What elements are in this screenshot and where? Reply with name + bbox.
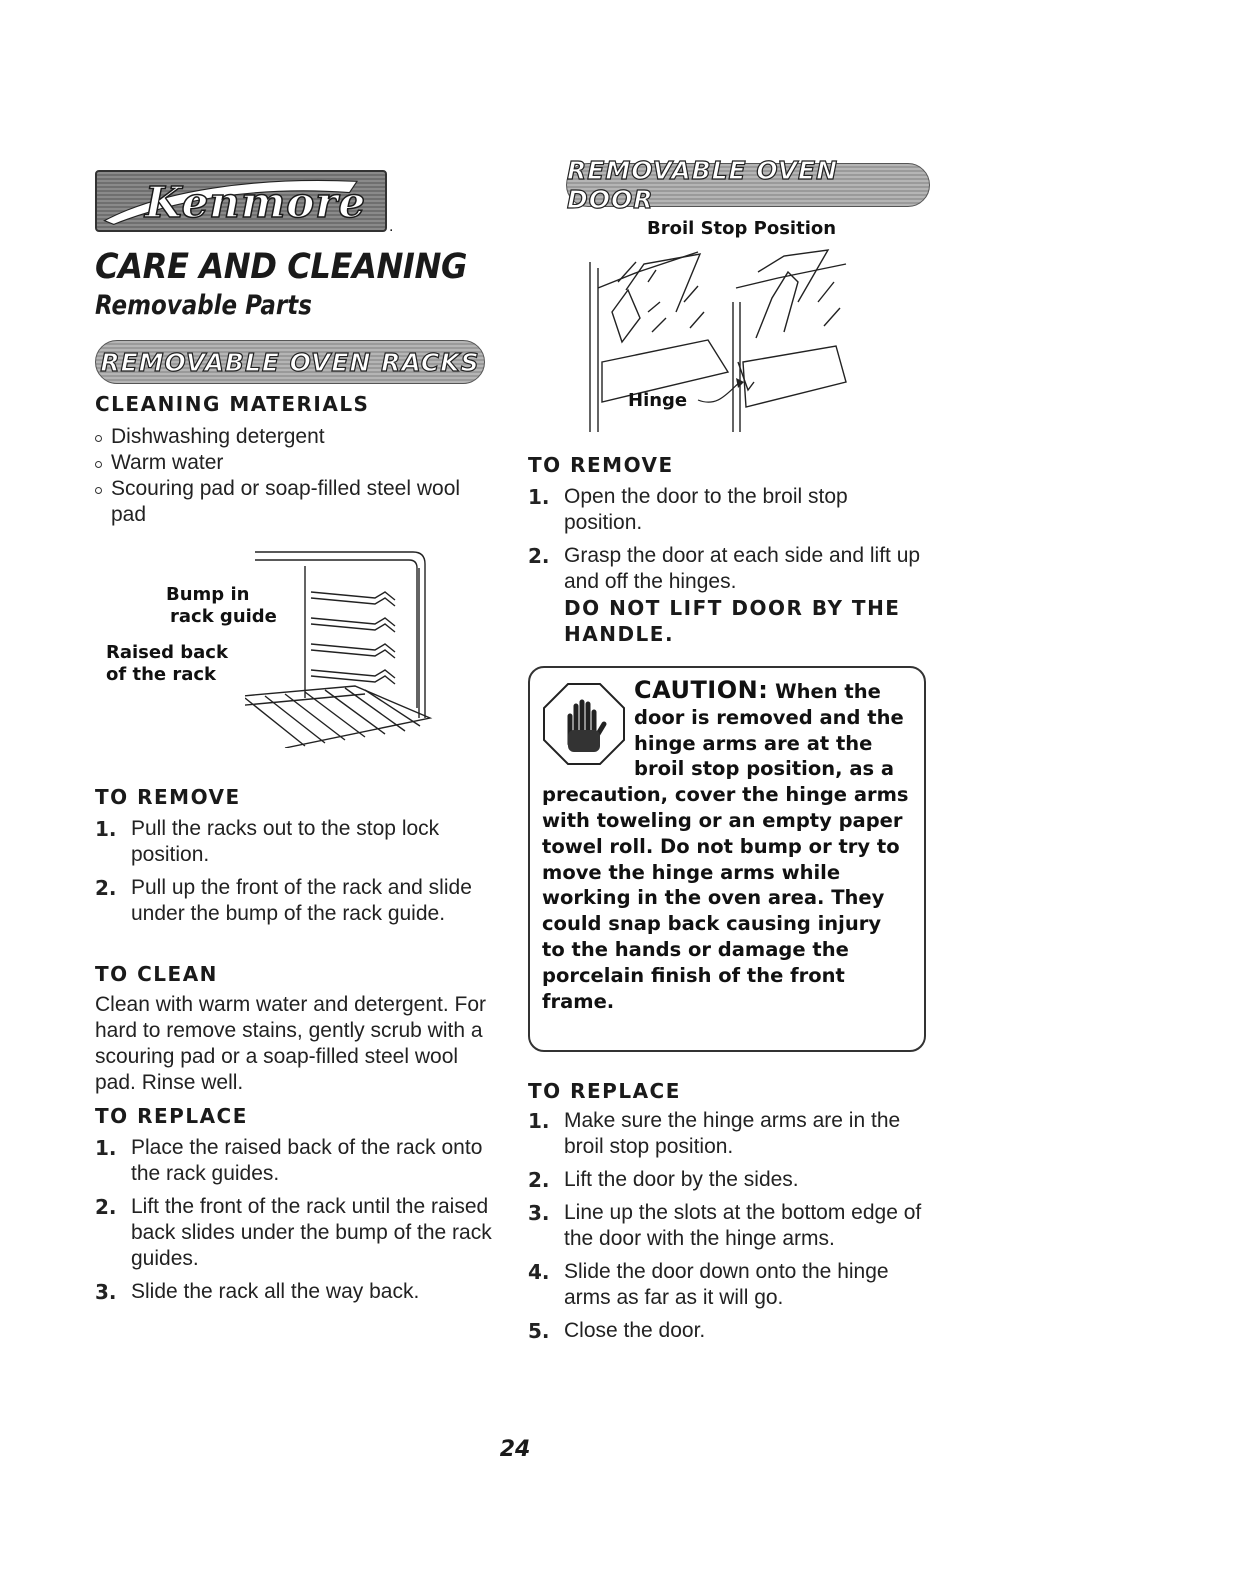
step-number: 2.: [95, 876, 117, 900]
step-text: Lift the door by the sides.: [564, 1168, 799, 1191]
step-number: 2.: [528, 544, 550, 568]
list-item: [95, 1135, 500, 1187]
list-item: [95, 875, 490, 927]
step-number: 5.: [528, 1319, 550, 1343]
racks-clean-text: Clean with warm water and detergent. For hard to remove stains, gently scrub with a scouring pad or a soap-filled steel wool pad. Rinse well.: [95, 993, 487, 1094]
door-replace-heading: TO REPLACE: [528, 1079, 681, 1103]
caution-label: CAUTION:: [634, 676, 769, 704]
list-item: [95, 1279, 500, 1305]
list-item: [528, 543, 928, 647]
stop-hand-icon: [542, 682, 626, 766]
step-text: Pull the racks out to the stop lock position.: [131, 817, 440, 866]
step-number: 2.: [95, 1195, 117, 1219]
step-text: Slide the rack all the way back.: [131, 1280, 420, 1303]
caution-body: When the door is removed and the hinge arms are at the broil stop position, as a precaution, cover the hinge arms with toweling or an empty paper towel roll. Do not bump or try to move the hinge arms while working in the oven area. They could snap back causing injury to the hands or damage the porcelain finish of the front frame.: [542, 680, 909, 1013]
rack-guide-illustration: [245, 548, 445, 748]
step-number: 1.: [95, 1136, 117, 1160]
step-number: 1.: [528, 1109, 550, 1133]
list-item: [528, 1167, 938, 1193]
cleaning-materials-heading: CLEANING MATERIALS: [95, 392, 370, 416]
step-text: Grasp the door at each side and lift up and off the hinges.: [564, 544, 921, 593]
racks-clean-heading: TO CLEAN: [95, 962, 218, 986]
racks-section-banner: REMOVABLE OVEN RACKS: [95, 340, 485, 384]
door-section-banner: REMOVABLE OVEN DOOR: [566, 163, 930, 207]
list-item: [528, 1108, 938, 1160]
label-bump-in-rack-guide: [166, 584, 277, 628]
list-item: Dishwashing detergent: [95, 424, 465, 450]
kenmore-logo: [95, 170, 387, 232]
label-line: Bump in: [166, 584, 250, 605]
do-not-lift-warning: DO NOT LIFT DOOR BY THE HANDLE.: [564, 596, 901, 646]
step-text: Lift the front of the rack until the raised back slides under the bump of the rack guides.: [131, 1195, 492, 1270]
list-item: [528, 484, 928, 536]
logo-text: Kenmore: [145, 178, 367, 227]
racks-remove-steps: [95, 816, 490, 934]
step-text: Place the raised back of the rack onto the rack guides.: [131, 1136, 483, 1185]
list-item: [95, 816, 490, 868]
page-title: CARE AND CLEANING: [95, 247, 467, 287]
step-text: Line up the slots at the bottom edge of the door with the hinge arms.: [564, 1201, 922, 1250]
step-text: Slide the door down onto the hinge arms as far as it will go.: [564, 1260, 889, 1309]
label-line: rack guide: [170, 606, 277, 627]
step-number: 3.: [95, 1280, 117, 1304]
page-subtitle: Removable Parts: [95, 290, 312, 321]
list-item: Warm water: [95, 450, 465, 476]
step-text: Make sure the hinge arms are in the broil stop position.: [564, 1109, 901, 1158]
caution-box: [528, 666, 926, 1052]
racks-replace-steps: [95, 1135, 500, 1312]
step-text: Close the door.: [564, 1319, 706, 1342]
step-number: 1.: [95, 817, 117, 841]
step-number: 4.: [528, 1260, 550, 1284]
door-remove-heading: TO REMOVE: [528, 453, 674, 477]
label-raised-back-of-rack: [106, 642, 228, 686]
cleaning-materials-list: [95, 424, 465, 528]
racks-remove-heading: TO REMOVE: [95, 785, 241, 809]
list-item: Scouring pad or soap-filled steel wool pad: [95, 476, 465, 528]
step-text: Open the door to the broil stop position.: [564, 485, 848, 534]
label-line: of the rack: [106, 664, 217, 685]
step-number: 2.: [528, 1168, 550, 1192]
hinge-label: Hinge: [628, 390, 688, 411]
broil-stop-figure-title: Broil Stop Position: [647, 218, 837, 239]
label-line: Raised back: [106, 642, 228, 663]
door-remove-steps: [528, 484, 928, 654]
door-replace-steps: [528, 1108, 938, 1351]
page-number: 24: [499, 1437, 531, 1462]
step-number: 1.: [528, 485, 550, 509]
hinge-pointer-line: [698, 382, 740, 402]
racks-replace-heading: TO REPLACE: [95, 1104, 248, 1128]
list-item: [528, 1200, 938, 1252]
list-item: [528, 1318, 938, 1344]
step-number: 3.: [528, 1201, 550, 1225]
list-item: [528, 1259, 938, 1311]
step-text: Pull up the front of the rack and slide under the bump of the rack guide.: [131, 876, 472, 925]
logo-trademark-dot: .: [389, 218, 394, 235]
list-item: [95, 1194, 500, 1272]
